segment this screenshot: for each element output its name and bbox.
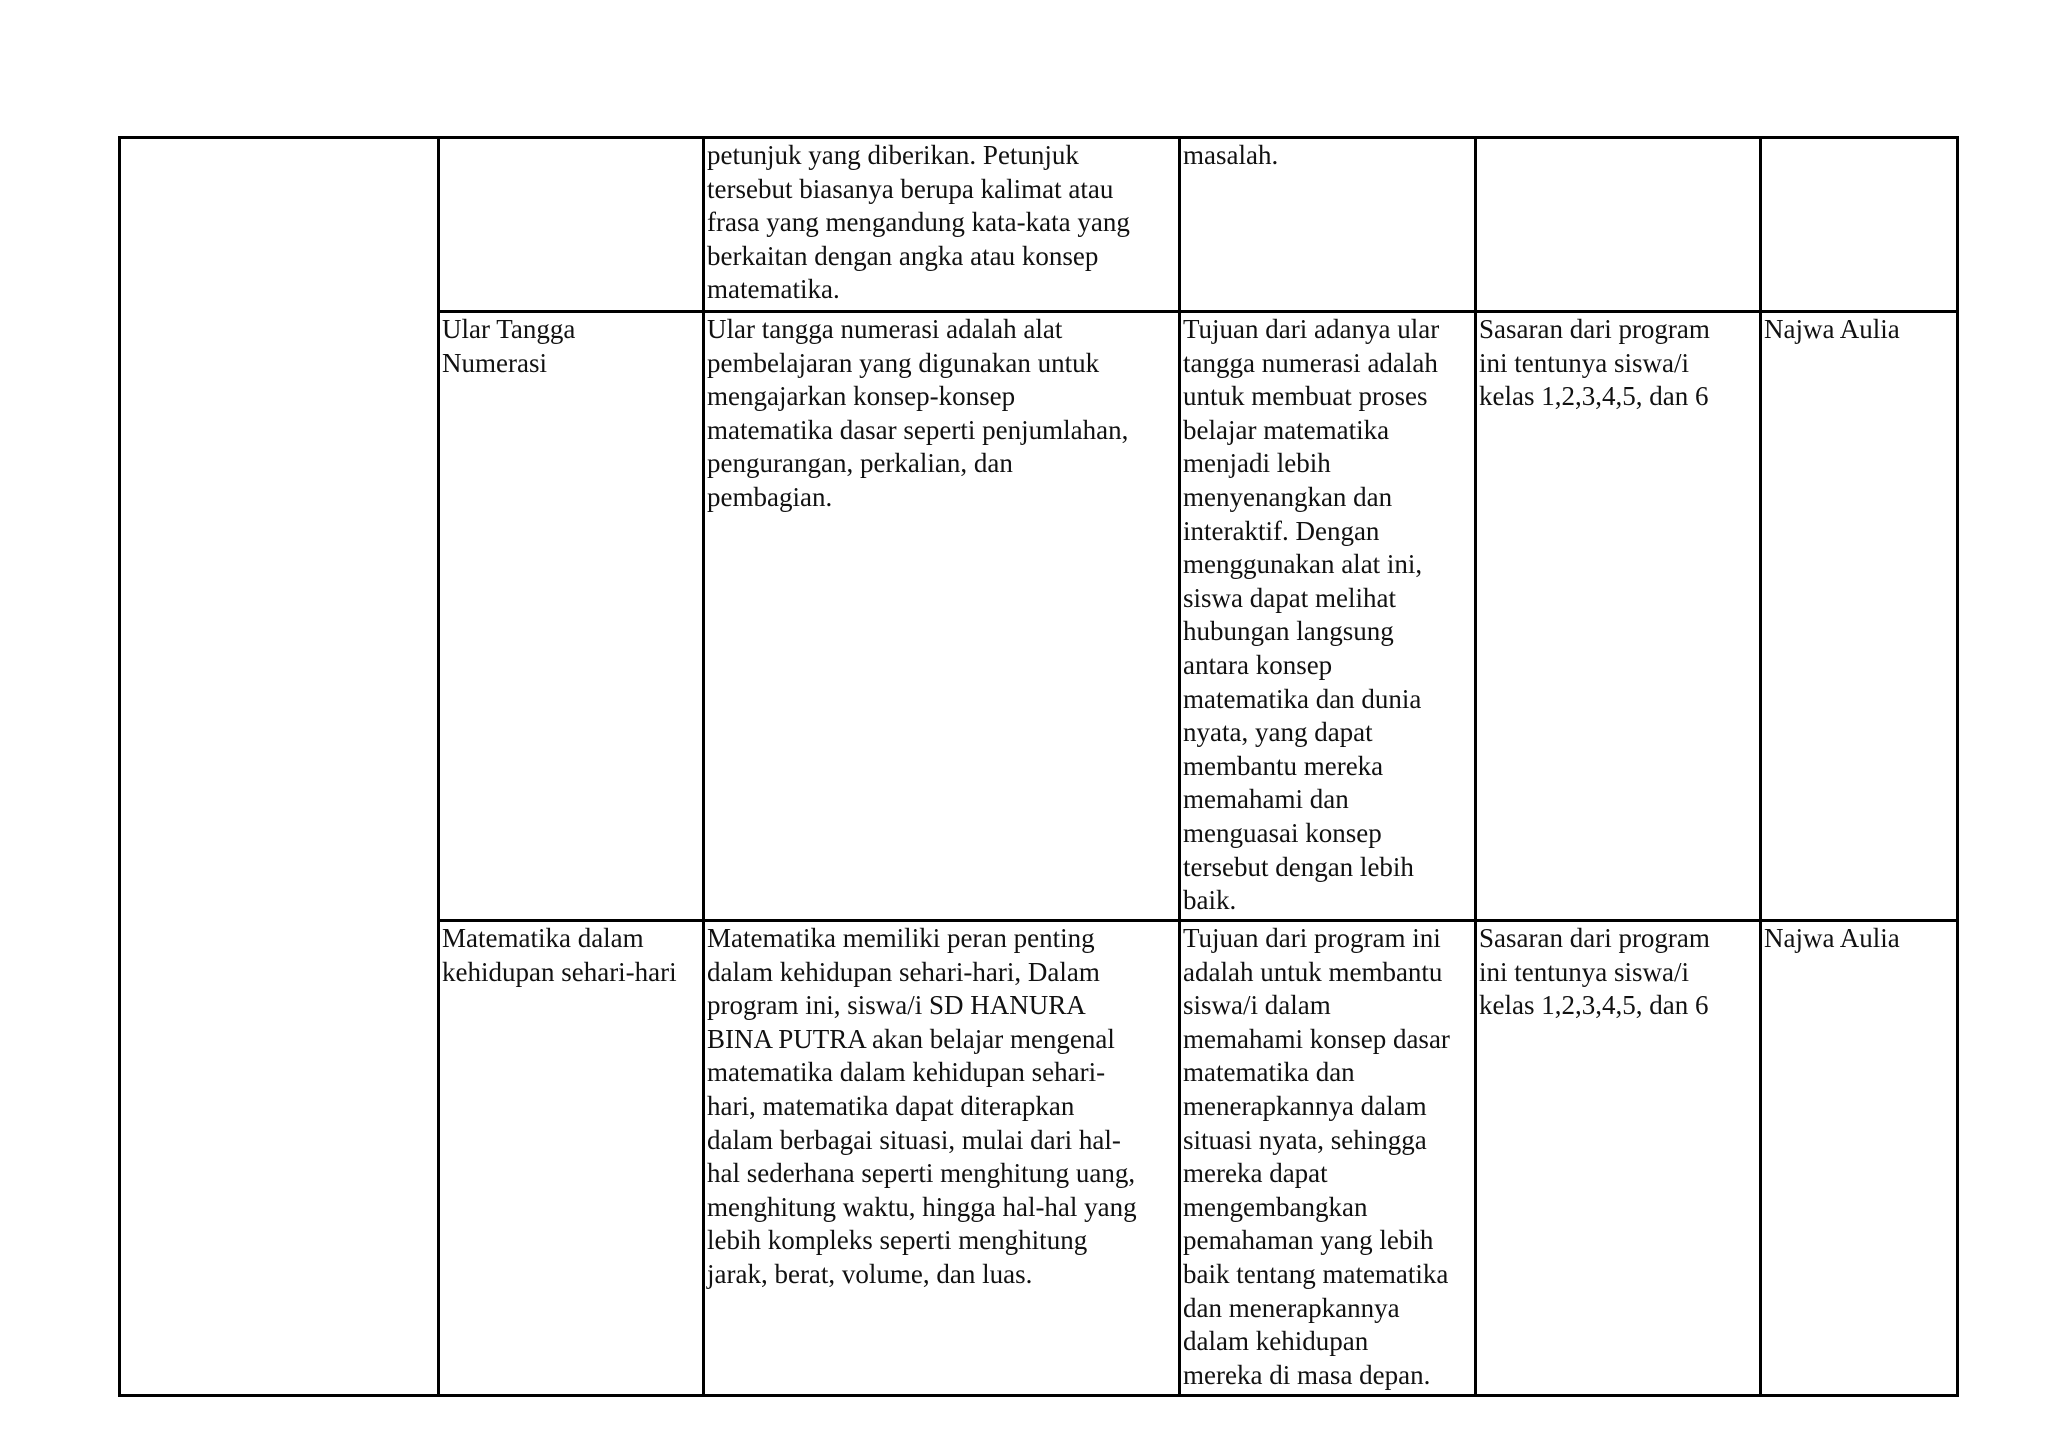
target-text: Sasaran dari program ini tentunya siswa/i kelas 1,2,3,4,5, dan 6 (1479, 314, 1710, 412)
target-cell (1476, 138, 1761, 312)
program-name-text: Ular Tangga Numerasi (442, 314, 576, 378)
person-text: Najwa Aulia (1764, 314, 1900, 344)
target-cell (1476, 921, 1761, 1396)
program-name-cell (439, 312, 704, 921)
description-text: petunjuk yang diberikan. Petunjuk tersebut biasanya berupa kalimat atau frasa yang mengandung kata-kata yang berkaitan dengan angka atau konsep matematika. (707, 140, 1130, 305)
purpose-text: Tujuan dari program ini adalah untuk membantu siswa/i dalam memahami konsep dasar matematika dan menerapkannya dalam situasi nyata, sehingga mereka dapat mengembangkan pemahaman yang lebih baik tentang matematika dan menerapkannya dalam kehidupan mereka di masa depan. (1183, 923, 1450, 1390)
program-name-cell (439, 138, 704, 312)
table-row (120, 138, 1958, 312)
description-text: Matematika memiliki peran penting dalam kehidupan sehari-hari, Dalam program ini, siswa/i SD HANURA BINA PUTRA akan belajar mengenal matematika dalam kehidupan sehari- hari, matematika dapat diterapkan dalam berbagai situasi, mulai dari hal- hal sederhana seperti menghitung uang, menghitung waktu, hingga hal-hal yang lebih kompleks seperti menghitung jarak, berat, volume, dan luas. (707, 923, 1137, 1289)
purpose-text: Tujuan dari adanya ular tangga numerasi adalah untuk membuat proses belajar matematika menjadi lebih menyenangkan dan interaktif. Dengan menggunakan alat ini, siswa dapat melihat hubungan langsung antara konsep matematika dan dunia nyata, yang dapat membantu mereka memahami dan menguasai konsep tersebut dengan lebih baik. (1183, 314, 1440, 916)
purpose-cell (1180, 138, 1476, 312)
description-cell (704, 138, 1180, 312)
person-cell (1761, 921, 1958, 1396)
purpose-cell (1180, 921, 1476, 1396)
merged-first-column-cell (120, 138, 439, 1396)
person-cell (1761, 138, 1958, 312)
target-cell (1476, 312, 1761, 921)
program-table (118, 136, 1959, 1397)
target-text: Sasaran dari program ini tentunya siswa/i kelas 1,2,3,4,5, dan 6 (1479, 923, 1710, 1021)
description-text: Ular tangga numerasi adalah alat pembelajaran yang digunakan untuk mengajarkan konsep-konsep matematika dasar seperti penjumlahan, pengurangan, perkalian, dan pembagian. (707, 314, 1129, 512)
person-cell (1761, 312, 1958, 921)
description-cell (704, 921, 1180, 1396)
purpose-cell (1180, 312, 1476, 921)
person-text: Najwa Aulia (1764, 923, 1900, 953)
program-name-text: Matematika dalam kehidupan sehari-hari (442, 923, 677, 987)
description-cell (704, 312, 1180, 921)
program-name-cell (439, 921, 704, 1396)
purpose-text: masalah. (1183, 140, 1279, 170)
